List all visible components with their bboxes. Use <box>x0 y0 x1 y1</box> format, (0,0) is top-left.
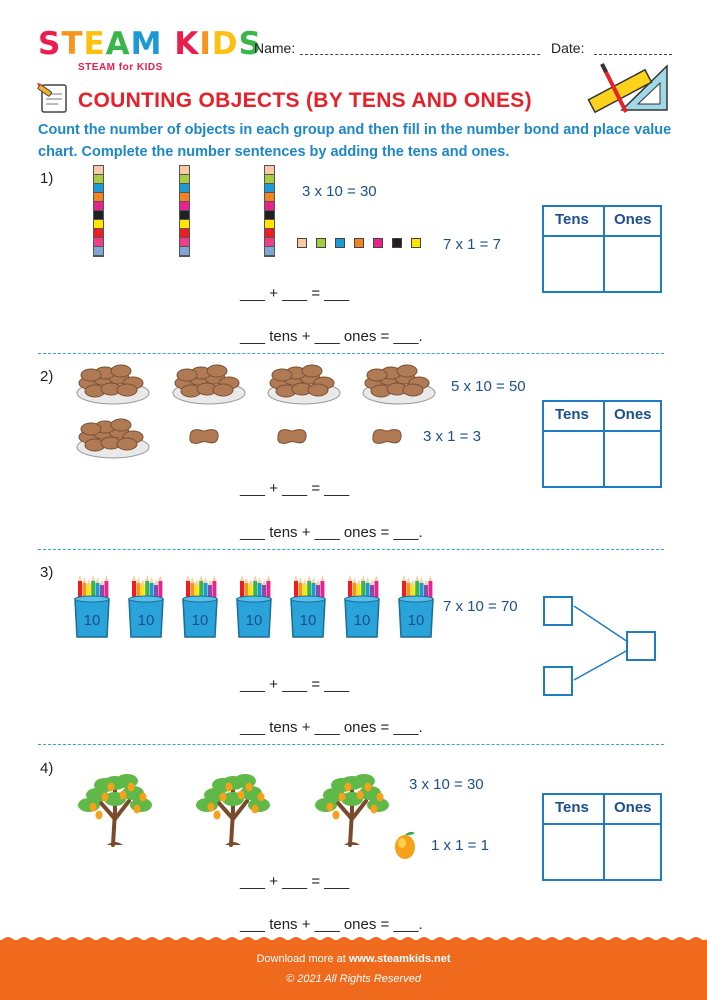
problem-2-addition[interactable]: ___ + ___ = ___ <box>240 480 350 497</box>
cup-label: 10 <box>245 612 263 629</box>
single-cube <box>354 238 364 248</box>
unit-cube <box>265 166 274 175</box>
section-divider <box>38 744 664 745</box>
problem-4-number: 4) <box>40 760 54 777</box>
plate-of-peanuts <box>361 363 437 407</box>
unit-cube <box>180 211 189 220</box>
problem-4-ones-equation: 1 x 1 = 1 <box>431 837 489 854</box>
unit-cube <box>265 202 274 211</box>
unit-cube <box>94 220 103 229</box>
name-field[interactable] <box>300 40 540 55</box>
ones-header: Ones <box>614 211 652 228</box>
cup-label: 10 <box>137 612 155 629</box>
single-cube <box>392 238 402 248</box>
number-bond-part-box[interactable] <box>543 666 573 696</box>
ten-rod <box>179 165 190 257</box>
pencil-cup <box>396 573 436 641</box>
number-bond-part-box[interactable] <box>543 596 573 626</box>
number-bond-whole-box[interactable] <box>626 631 656 661</box>
unit-cube <box>265 238 274 247</box>
logo-letter <box>163 26 175 62</box>
footer-bar <box>0 940 707 1000</box>
unit-cube <box>180 229 189 238</box>
logo-letter: M <box>130 26 163 62</box>
unit-cube <box>265 193 274 202</box>
date-field[interactable] <box>594 40 672 55</box>
section-divider <box>38 353 664 354</box>
logo-letter: K <box>174 26 200 62</box>
worksheet-title: COUNTING OBJECTS (BY TENS AND ONES) <box>78 89 532 112</box>
problem-1-place-value-chart[interactable] <box>542 205 662 293</box>
unit-cube <box>180 202 189 211</box>
unit-cube <box>265 220 274 229</box>
problem-4-addition[interactable]: ___ + ___ = ___ <box>240 873 350 890</box>
footer-download-text <box>0 953 707 965</box>
worksheet-icon <box>36 80 72 116</box>
problem-2-number-sentence[interactable]: ___ tens + ___ ones = ___. <box>240 524 423 541</box>
mango-tree <box>195 765 271 847</box>
steam-kids-logo <box>38 28 262 60</box>
unit-cube <box>180 220 189 229</box>
problem-2-ones-equation: 3 x 1 = 3 <box>423 428 481 445</box>
mango-tree <box>77 765 153 847</box>
date-label: Date: <box>551 40 585 56</box>
single-cube <box>297 238 307 248</box>
problem-3-tens-equation: 7 x 10 = 70 <box>443 598 518 615</box>
logo-letter: S <box>38 26 62 62</box>
unit-cube <box>94 247 103 256</box>
footer-download-prefix: Download more at <box>256 953 349 965</box>
tens-header: Tens <box>555 406 589 423</box>
section-divider <box>38 549 664 550</box>
ones-header: Ones <box>614 799 652 816</box>
unit-cube <box>94 184 103 193</box>
problem-4-tens-equation: 3 x 10 = 30 <box>409 776 484 793</box>
ones-header: Ones <box>614 406 652 423</box>
logo-letter: E <box>83 26 106 62</box>
single-cube <box>411 238 421 248</box>
unit-cube <box>180 175 189 184</box>
unit-cube <box>94 229 103 238</box>
footer-copyright: © 2021 All Rights Reserved <box>286 973 421 985</box>
mango-icon <box>393 830 419 860</box>
problem-3-addition[interactable]: ___ + ___ = ___ <box>240 676 350 693</box>
peanut <box>369 425 405 447</box>
unit-cube <box>94 238 103 247</box>
unit-cube <box>94 202 103 211</box>
problem-1-addition[interactable]: ___ + ___ = ___ <box>240 285 350 302</box>
unit-cube <box>180 184 189 193</box>
plate-of-peanuts <box>75 417 151 461</box>
ten-rod <box>264 165 275 257</box>
plate-of-peanuts <box>171 363 247 407</box>
pencil-cup <box>180 573 220 641</box>
logo-letter: A <box>105 26 131 62</box>
unit-cube <box>265 175 274 184</box>
unit-cube <box>265 229 274 238</box>
footer-site-link[interactable]: www.steamkids.net <box>348 953 451 965</box>
problem-1-number: 1) <box>40 170 54 187</box>
problem-2-tens-equation: 5 x 10 = 50 <box>451 378 526 395</box>
pencil-cup <box>126 573 166 641</box>
unit-cube <box>94 175 103 184</box>
pencil-cup <box>288 573 328 641</box>
name-label: Name: <box>254 40 296 56</box>
single-cube <box>316 238 326 248</box>
unit-cube <box>265 247 274 256</box>
tens-header: Tens <box>555 799 589 816</box>
logo-letter: I <box>199 26 212 62</box>
logo-tagline: STEAM for KIDS <box>78 62 163 73</box>
unit-cube <box>94 166 103 175</box>
peanut <box>274 425 310 447</box>
problem-3-number: 3) <box>40 564 54 581</box>
single-cube <box>335 238 345 248</box>
cup-label: 10 <box>83 612 101 629</box>
plate-of-peanuts <box>75 363 151 407</box>
logo-letter: D <box>211 26 239 62</box>
unit-cube <box>180 247 189 256</box>
logo-letter: S <box>238 26 262 62</box>
mango-tree <box>314 765 390 847</box>
problem-2-number: 2) <box>40 368 54 385</box>
plate-of-peanuts <box>266 363 342 407</box>
problem-4-place-value-chart[interactable] <box>542 793 662 881</box>
problem-3-number-sentence[interactable]: ___ tens + ___ ones = ___. <box>240 719 423 736</box>
cup-label: 10 <box>191 612 209 629</box>
pencil-cup <box>342 573 382 641</box>
problem-1-ones-equation: 7 x 1 = 7 <box>443 236 501 253</box>
peanut <box>186 425 222 447</box>
pencil-cup <box>234 573 274 641</box>
pencil-cup <box>72 573 112 641</box>
ten-rod <box>93 165 104 257</box>
instructions: Count the number of objects in each group and then fill in the number bond and place value chart. Complete the number sentences by adding the tens and ones. <box>38 122 672 160</box>
cup-label: 10 <box>407 612 425 629</box>
unit-cube <box>265 184 274 193</box>
unit-cube <box>265 211 274 220</box>
unit-cube <box>94 211 103 220</box>
unit-cube <box>180 193 189 202</box>
unit-cube <box>180 238 189 247</box>
single-cube <box>373 238 383 248</box>
problem-2-place-value-chart[interactable] <box>542 400 662 488</box>
cup-label: 10 <box>353 612 371 629</box>
ruler-triangle-icon <box>582 58 672 118</box>
problem-1-tens-equation: 3 x 10 = 30 <box>302 183 377 200</box>
logo-letter: T <box>61 26 84 62</box>
unit-cube <box>94 193 103 202</box>
problem-1-number-sentence[interactable]: ___ tens + ___ ones = ___. <box>240 328 423 345</box>
tens-header: Tens <box>555 211 589 228</box>
unit-cube <box>180 166 189 175</box>
cup-label: 10 <box>299 612 317 629</box>
problem-4-number-sentence[interactable]: ___ tens + ___ ones = ___. <box>240 916 423 933</box>
